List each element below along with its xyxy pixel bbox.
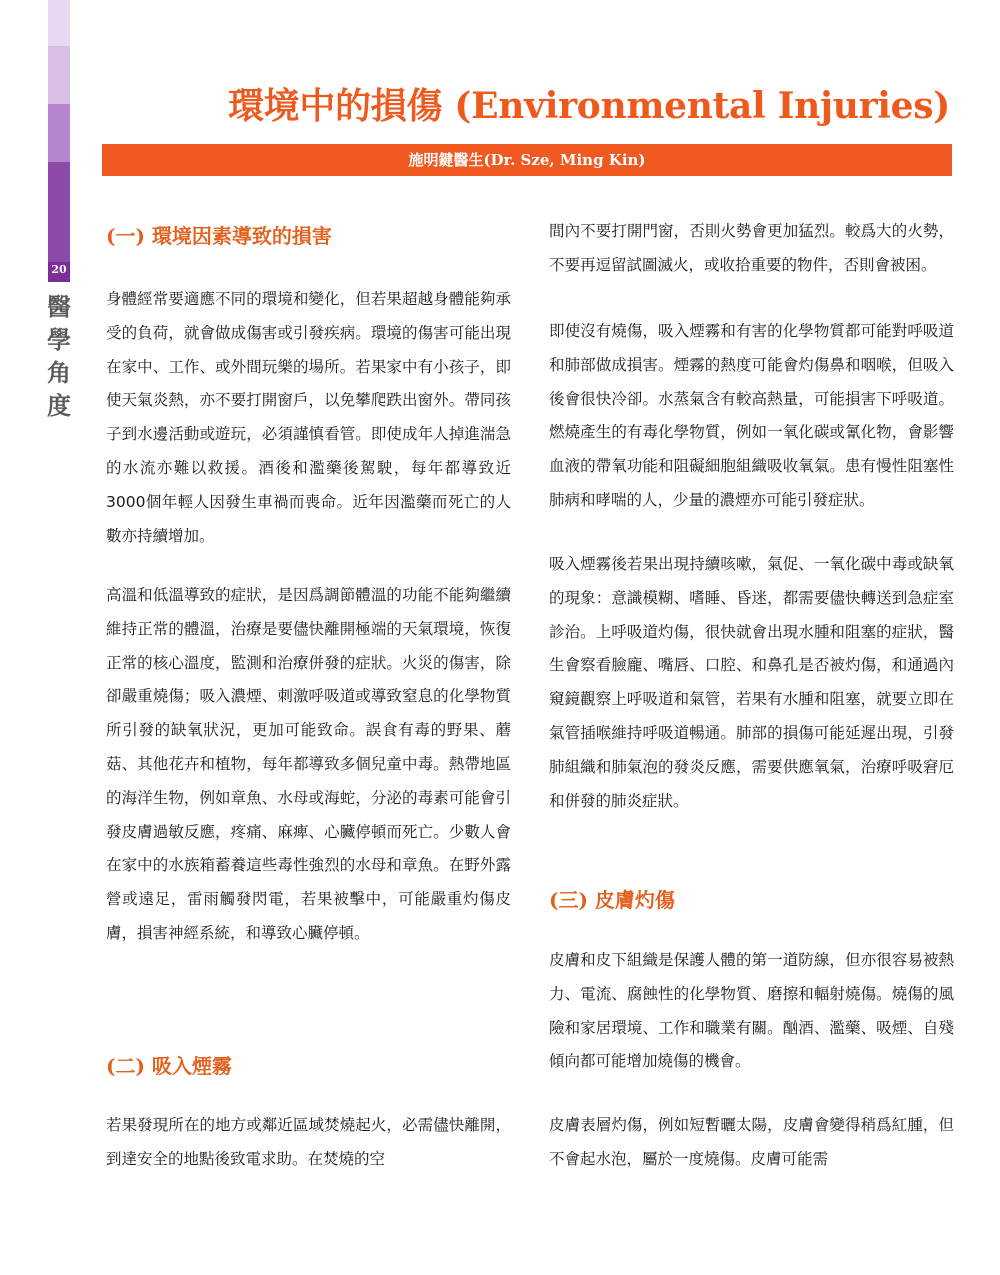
paragraph: 高溫和低溫導致的症狀，是因爲調節體溫的功能不能夠繼續維持正常的體溫，治療是要儘快離開極端的天氣環境，恢復正常的核心溫度，監測和治療併發的症狀。火災的傷害，除卻嚴重燒傷；吸入濃煙、刺激呼吸道或導致窒息的化學物質所引發的缺氧狀況，更加可能致命。誤食有毒的野果、蘑菇、其他花卉和植物，每年都導致多個兒童中毒。熱帶地區的海洋生物，例如章魚、水母或海蛇，分泌的毒素可能會引發皮膚過敏反應，疼痛、麻痺、心臟停頓而死亡。少數人會在家中的水族箱蓄養這些毒性強烈的水母和章魚。在野外露營或遠足，雷雨觸發閃電，若果被擊中，可能嚴重灼傷皮膚，損害神經系統，和導致心臟停頓。 [106,586,511,942]
sidebar-color-strip [48,0,70,1275]
section-name-vertical [46,290,72,422]
section-char: 角 [47,358,71,387]
paragraph: 吸入煙霧後若果出現持續咳嗽，氣促、一氧化碳中毒或缺氧的現象：意識模糊、嗜睡、昏迷，都需要儘快轉送到急症室診治。上呼吸道灼傷，很快就會出現水腫和阻塞的症狀，醫生會察看臉龐、嘴唇、口腔、和鼻孔是否被灼傷，和通過內窺鏡觀察上呼吸道和氣管，若果有水腫和阻塞，就要立即在氣管插喉維持呼吸道暢通。肺部的損傷可能延遲出現，引發肺組織和肺氣泡的發炎反應，需要供應氧氣，治療呼吸窘厄和併發的肺炎症狀。 [549,555,954,810]
author-bar [102,144,952,176]
strip-segment [48,0,70,46]
section-char: 醫 [47,292,71,321]
paragraph: 若果發現所在的地方或鄰近區域焚燒起火，必需儘快離開，到達安全的地點後致電求助。在焚燒的空 [106,1116,511,1168]
paragraph: 身體經常要適應不同的環境和變化，但若果超越身體能夠承受的負荷，就會做成傷害或引發疾病。環境的傷害可能出現在家中、工作、或外間玩樂的場所。若果家中有小孩子，即使天氣炎熱，亦不要打開窗戶，以免攀爬跌出窗外。帶同孩子到水邊活動或遊玩，必須謹慎看管。即使成年人掉進湍急的水流亦難以救援。酒後和濫藥後駕駛，每年都導致近3000個年輕人因發生車禍而喪命。近年因濫藥而死亡的人數亦持續增加。 [106,290,511,545]
strip-segment [48,162,70,262]
strip-segment [48,104,70,162]
section-char: 學 [47,325,71,354]
paragraph: 皮膚表層灼傷，例如短暫曬太陽，皮膚會變得稍爲紅腫，但不會起水泡，屬於一度燒傷。皮膚可能需 [549,1116,954,1168]
section-heading-1: (一) 環境因素導致的損害 [106,224,332,248]
strip-segment [48,46,70,104]
paragraph: 即使沒有燒傷，吸入煙霧和有害的化學物質都可能對呼吸道和肺部做成損害。煙霧的熱度可能會灼傷鼻和咽喉，但吸入後會很快冷卻。水蒸氣含有較高熱量，可能損害下呼吸道。燃燒產生的有毒化學物質，例如一氧化碳或氰化物，會影響血液的帶氧功能和阻礙細胞組織吸收氧氣。患有慢性阻塞性肺病和哮喘的人，少量的濃煙亦可能引發症狀。 [549,322,954,509]
paragraph: 皮膚和皮下組織是保護人體的第一道防線，但亦很容易被熱力、電流、腐蝕性的化學物質、磨擦和輻射燒傷。燒傷的風險和家居環境、工作和職業有關。酗酒、濫藥、吸煙、自殘傾向都可能增加燒傷的機會。 [549,951,954,1071]
article-title: 環境中的損傷 (Environmental Injuries) [227,85,950,127]
section-char: 度 [47,391,71,420]
section-heading-3: (三) 皮膚灼傷 [549,888,675,912]
author-name: 施明鍵醫生(Dr. Sze, Ming Kin) [408,151,646,169]
page-number: 20 [51,263,67,276]
paragraph: 間內不要打開門窗，否則火勢會更加猛烈。較爲大的火勢，不要再逗留試圖滅火，或收拾重要的物件，否則會被困。 [549,222,954,274]
section-heading-2: (二) 吸入煙霧 [106,1054,232,1078]
